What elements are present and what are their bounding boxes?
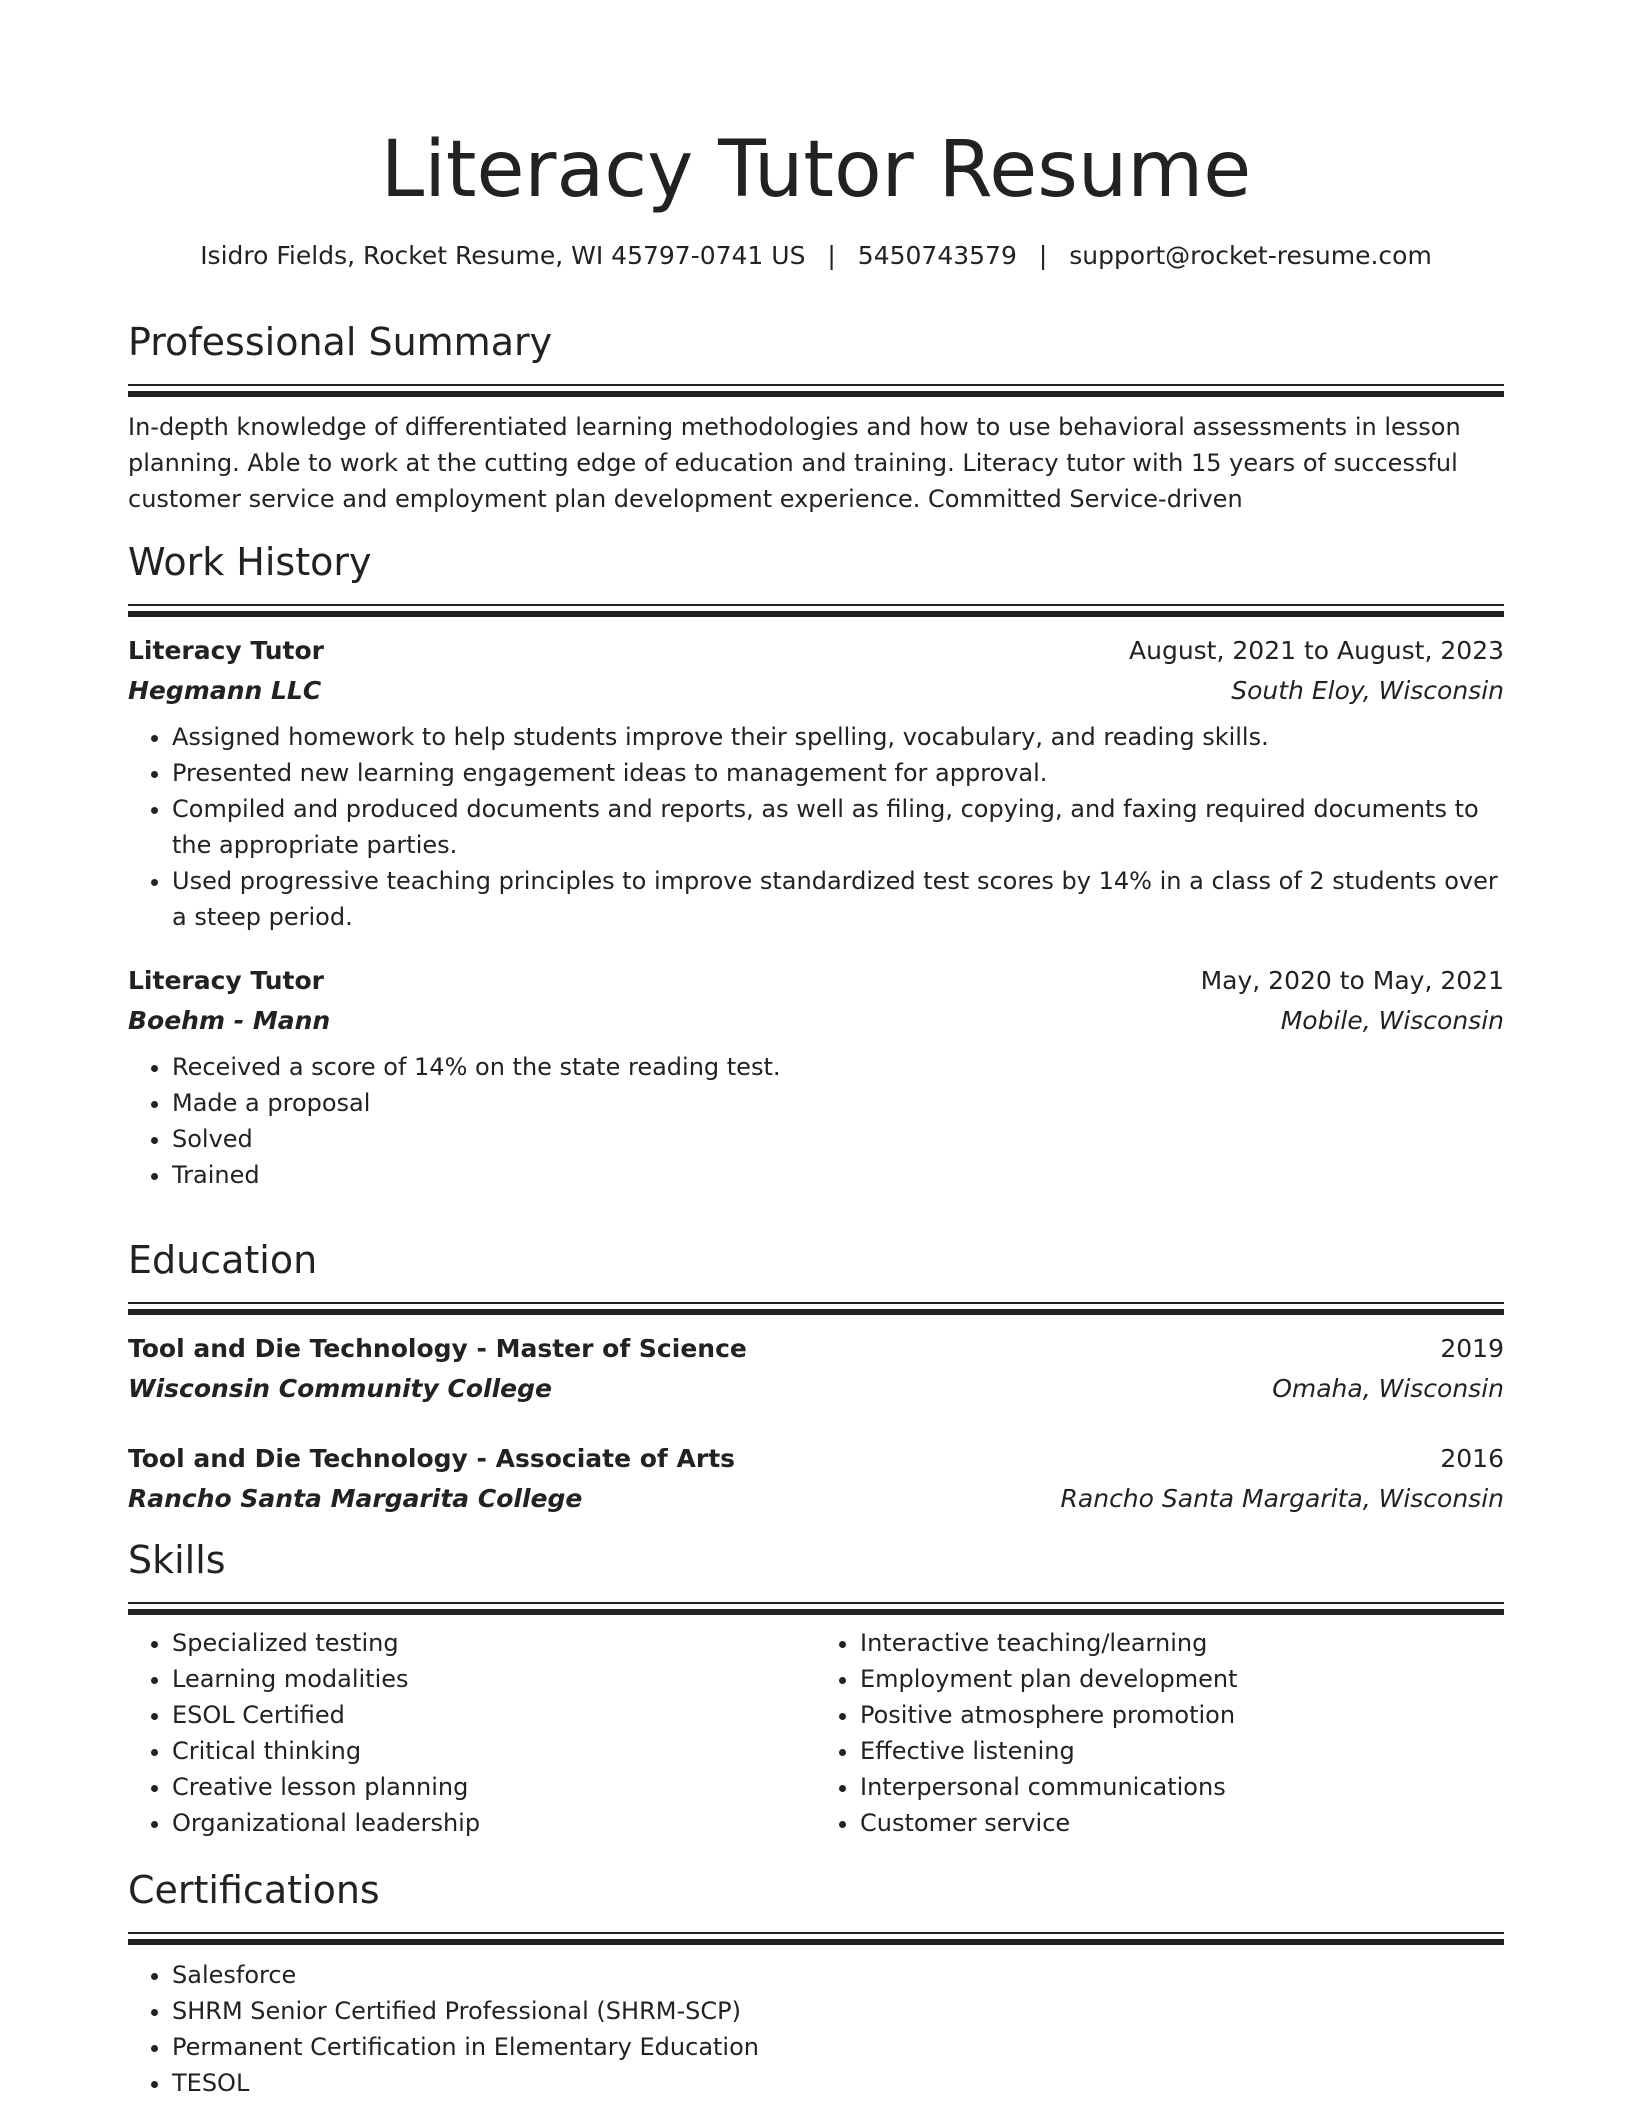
contact-separator: |	[1038, 241, 1048, 270]
section-divider	[128, 1302, 1504, 1315]
job-location: Mobile, Wisconsin	[1280, 1006, 1504, 1035]
job-bullets	[128, 1049, 1504, 1193]
list-item: • Salesforce	[172, 1957, 1504, 1993]
education-entry	[128, 1439, 1504, 1519]
list-item: • Solved	[172, 1121, 1504, 1157]
education-entry	[128, 1329, 1504, 1409]
list-item: • Made a proposal	[172, 1085, 1504, 1121]
section-heading: Professional Summary	[128, 320, 553, 364]
list-item: • TESOL	[172, 2065, 1504, 2101]
contact-address: Isidro Fields, Rocket Resume, WI 45797-0741 US	[200, 241, 806, 270]
section-divider	[128, 1602, 1504, 1615]
job-entry	[128, 961, 1504, 1193]
job-company: Boehm - Mann	[128, 1006, 331, 1035]
graduation-year: 2016	[1440, 1444, 1504, 1473]
list-item: • Employment plan development	[860, 1661, 1504, 1697]
section-heading: Certifications	[128, 1868, 380, 1912]
list-item: • ESOL Certified	[172, 1697, 816, 1733]
skills-list-left	[128, 1625, 816, 1841]
school-location: Omaha, Wisconsin	[1272, 1374, 1504, 1403]
list-item: • Trained	[172, 1157, 1504, 1193]
summary-text: In-depth knowledge of differentiated learning methodologies and how to use behavioral assessments in lesson planning. Able to work at the cutting edge of education and training. Literacy tutor with 15 years of successful customer service and employment plan development experience. Committed Service-driven	[128, 413, 1461, 513]
list-item: • Effective listening	[860, 1733, 1504, 1769]
list-item: • Interactive teaching/learning	[860, 1625, 1504, 1661]
contact-phone: 5450743579	[857, 241, 1017, 270]
section-summary	[128, 316, 1504, 517]
degree-title: Tool and Die Technology - Master of Science	[128, 1334, 747, 1363]
list-item: • Compiled and produced documents and reports, as well as filing, copying, and faxing required documents to the appropriate parties.	[172, 791, 1504, 863]
section-divider	[128, 384, 1504, 397]
section-skills	[128, 1534, 1504, 1841]
job-dates: August, 2021 to August, 2023	[1129, 636, 1504, 665]
section-heading: Education	[128, 1238, 318, 1282]
list-item: • Creative lesson planning	[172, 1769, 816, 1805]
school-name: Wisconsin Community College	[128, 1374, 552, 1403]
job-dates: May, 2020 to May, 2021	[1200, 966, 1504, 995]
list-item: • Received a score of 14% on the state reading test.	[172, 1049, 1504, 1085]
contact-separator: |	[827, 241, 836, 270]
document-title: Literacy Tutor Resume	[380, 125, 1252, 215]
list-item: • Interpersonal communications	[860, 1769, 1504, 1805]
section-heading: Work History	[128, 540, 372, 584]
list-item: • Critical thinking	[172, 1733, 816, 1769]
contact-line	[128, 238, 1504, 274]
job-company: Hegmann LLC	[128, 676, 322, 705]
list-item: • SHRM Senior Certified Professional (SHRM-SCP)	[172, 1993, 1504, 2029]
graduation-year: 2019	[1440, 1334, 1504, 1363]
list-item: • Customer service	[860, 1805, 1504, 1841]
section-heading: Skills	[128, 1538, 226, 1582]
job-title: Literacy Tutor	[128, 636, 324, 665]
list-item: • Permanent Certification in Elementary Education	[172, 2029, 1504, 2065]
skills-list-right	[816, 1625, 1504, 1841]
contact-email[interactable]: support@rocket-resume.com	[1069, 241, 1432, 270]
school-name: Rancho Santa Margarita College	[128, 1484, 583, 1513]
section-education	[128, 1234, 1504, 1519]
list-item: • Specialized testing	[172, 1625, 816, 1661]
list-item: • Presented new learning engagement ideas to management for approval.	[172, 755, 1504, 791]
job-bullets	[128, 719, 1504, 935]
job-entry	[128, 631, 1504, 935]
list-item: • Used progressive teaching principles to improve standardized test scores by 14% in a class of 2 students over a steep period.	[172, 863, 1504, 935]
job-title: Literacy Tutor	[128, 966, 324, 995]
list-item: • Organizational leadership	[172, 1805, 816, 1841]
list-item: • Assigned homework to help students improve their spelling, vocabulary, and reading skills.	[172, 719, 1504, 755]
certifications-list	[128, 1957, 1504, 2101]
section-divider	[128, 1932, 1504, 1945]
section-certifications	[128, 1864, 1504, 2101]
degree-title: Tool and Die Technology - Associate of Arts	[128, 1444, 736, 1473]
skills-columns	[128, 1625, 1504, 1841]
section-work-history	[128, 536, 1504, 1193]
list-item: • Learning modalities	[172, 1661, 816, 1697]
school-location: Rancho Santa Margarita, Wisconsin	[1060, 1484, 1504, 1513]
list-item: • Positive atmosphere promotion	[860, 1697, 1504, 1733]
job-location: South Eloy, Wisconsin	[1231, 676, 1504, 705]
section-divider	[128, 604, 1504, 617]
